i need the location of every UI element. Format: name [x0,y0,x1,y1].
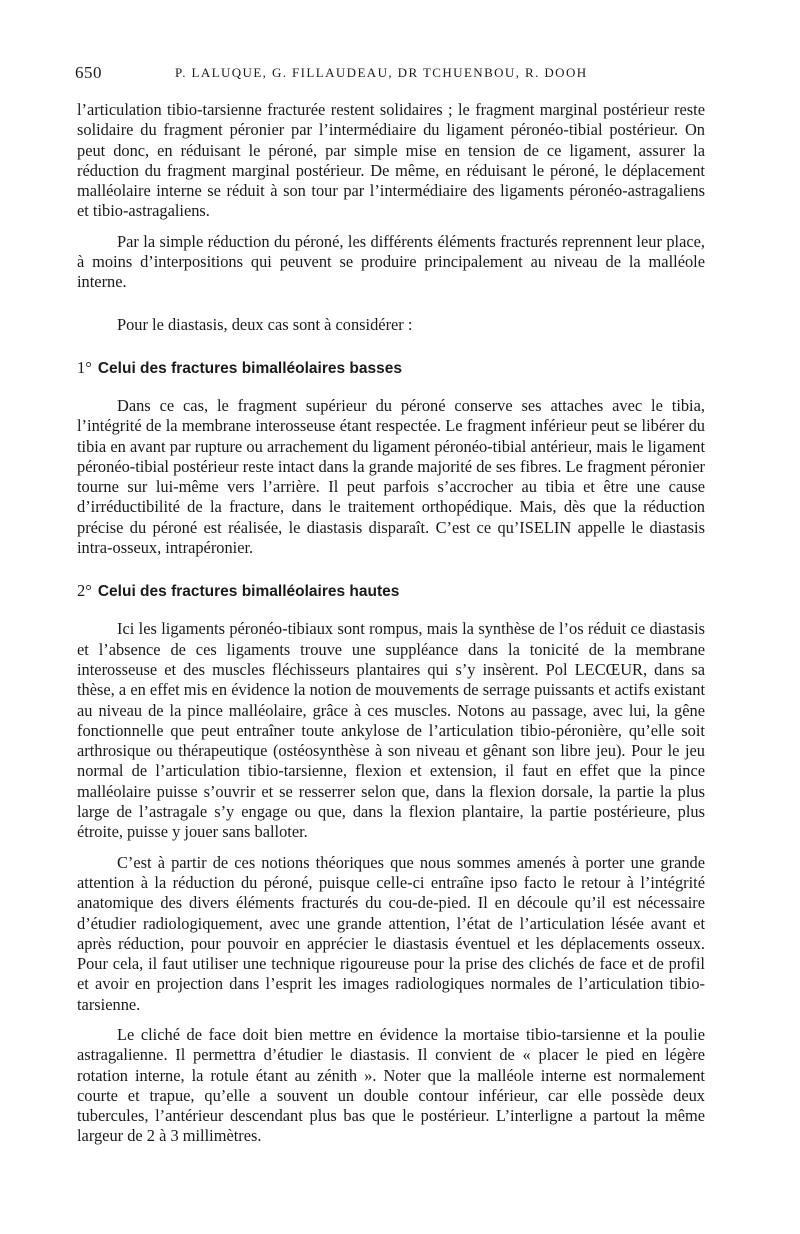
running-head-authors: P. LALUQUE, G. FILLAUDEAU, DR TCHUENBOU, R. DOOH [175,65,588,80]
paragraph: Par la simple réduction du péroné, les différents éléments fracturés reprennent leur place, à moins d’interpositions qui peuvent se produire principalement au niveau de la malléole interne. [77,231,705,292]
paragraph: Ici les ligaments péronéo-tibiaux sont rompus, mais la synthèse de l’os réduit ce diastasis et l’absence de ces ligaments trouve une suppléance dans la tonicité de la membrane interosseuse et des muscles fléchisseurs plantaires qui s’y insèrent. Pol LECŒUR, dans sa thèse, a en effet mis en évidence la notion de mouvements de serrage puissants et actifs existant au niveau de la pince malléolaire, grâce à ces muscles. Notons au passage, avec lui, la gêne fonctionnelle que peut entraîner toute ankylose de l’articulation tibio-péronière, qu’elle soit arthrosique ou thérapeutique (ostéosynthèse à son niveau et gênant son libre jeu). Pour le jeu normal de l’articulation tibio-tarsienne, flexion et extension, il faut en effet que la pince malléolaire puisse s’ouvrir et se resserrer selon que, dans la flexion dorsale, la partie la plus large de l’astragale s’y engage ou que, dans la flexion plantaire, la partie postérieure, plus étroite, puisse y jouer sans balloter. [77,619,705,842]
section-number: 2° [77,581,92,601]
section-heading-hautes [77,580,705,603]
section-heading-basses [77,357,705,380]
paragraph: C’est à partir de ces notions théoriques que nous sommes amenés à porter une grande attention à la réduction du péroné, puisque celle-ci entraîne ipso facto le retour à l’intégrité anatomique des divers éléments fracturés du cou-de-pied. Il en découle qu’il est nécessaire d’étudier radiologiquement, avec une grande attention, l’état de l’articulation lésée avant et après réduction, pour pouvoir en apprécier le diastasis éventuel et les déplacements osseux. Pour cela, il faut utiliser une technique rigoureuse pour la prise des clichés de face et de profil et avoir en projection dans l’esprit les images radiologiques normales de l’articulation tibio-tarsienne. [77,852,705,1014]
paragraph: Le cliché de face doit bien mettre en évidence la mortaise tibio-tarsienne et la poulie astragalienne. Il permettra d’étudier le diastasis. Il convient de « placer le pied en légère rotation interne, la rotule étant au zénith ». Noter que la malléole interne est normalement courte et trapue, qu’elle a souvent un double contour inférieur, car elle possède deux tubercules, l’antérieur descendant plus bas que le postérieur. L’interligne a partout la même largeur de 2 à 3 millimètres. [77,1024,705,1146]
body-text [77,100,705,1147]
running-head [75,60,705,86]
paragraph: Dans ce cas, le fragment supérieur du péroné conserve ses attaches avec le tibia, l’intégrité de la membrane interosseuse étant respectée. Le fragment inférieur peut se libérer du tibia en avant par rupture ou arrachement du ligament péronéo-tibial antérieur, mais le ligament péronéo-tibial postérieur reste intact dans la grande majorité de ses fibres. Le fragment péronier tourne sur lui-même vers l’arrière. Il peut parfois s’accrocher au tibia et être une cause d’irréductibilité de la fracture, dans le traitement orthopédique. Mais, dès que la réduction précise du péroné est réalisée, le diastasis disparaît. C’est ce qu’ISELIN appelle le diastasis intra-osseux, intrapéronier. [77,395,705,558]
paragraph: Pour le diastasis, deux cas sont à considérer : [117,314,413,334]
section-number: 1° [77,357,92,377]
page-number: 650 [75,63,102,82]
paragraph: l’articulation tibio-tarsienne fracturée restent solidaires ; le fragment marginal postérieur reste solidaire du fragment péronier par l’intermédiaire du ligament péronéo-tibial postérieur. On peut donc, en réduisant le péroné, par simple mise en tension de ce ligament, assurer la réduction du fragment marginal postérieur. De même, en réduisant le péroné, le déplacement malléolaire interne se réduit à son tour par l’intermédiaire des ligaments péronéo-astragaliens et tibio-astragaliens. [77,100,705,221]
section-title: Celui des fractures bimalléolaires hautes [97,583,400,601]
section-title: Celui des fractures bimalléolaires basses [97,359,402,377]
